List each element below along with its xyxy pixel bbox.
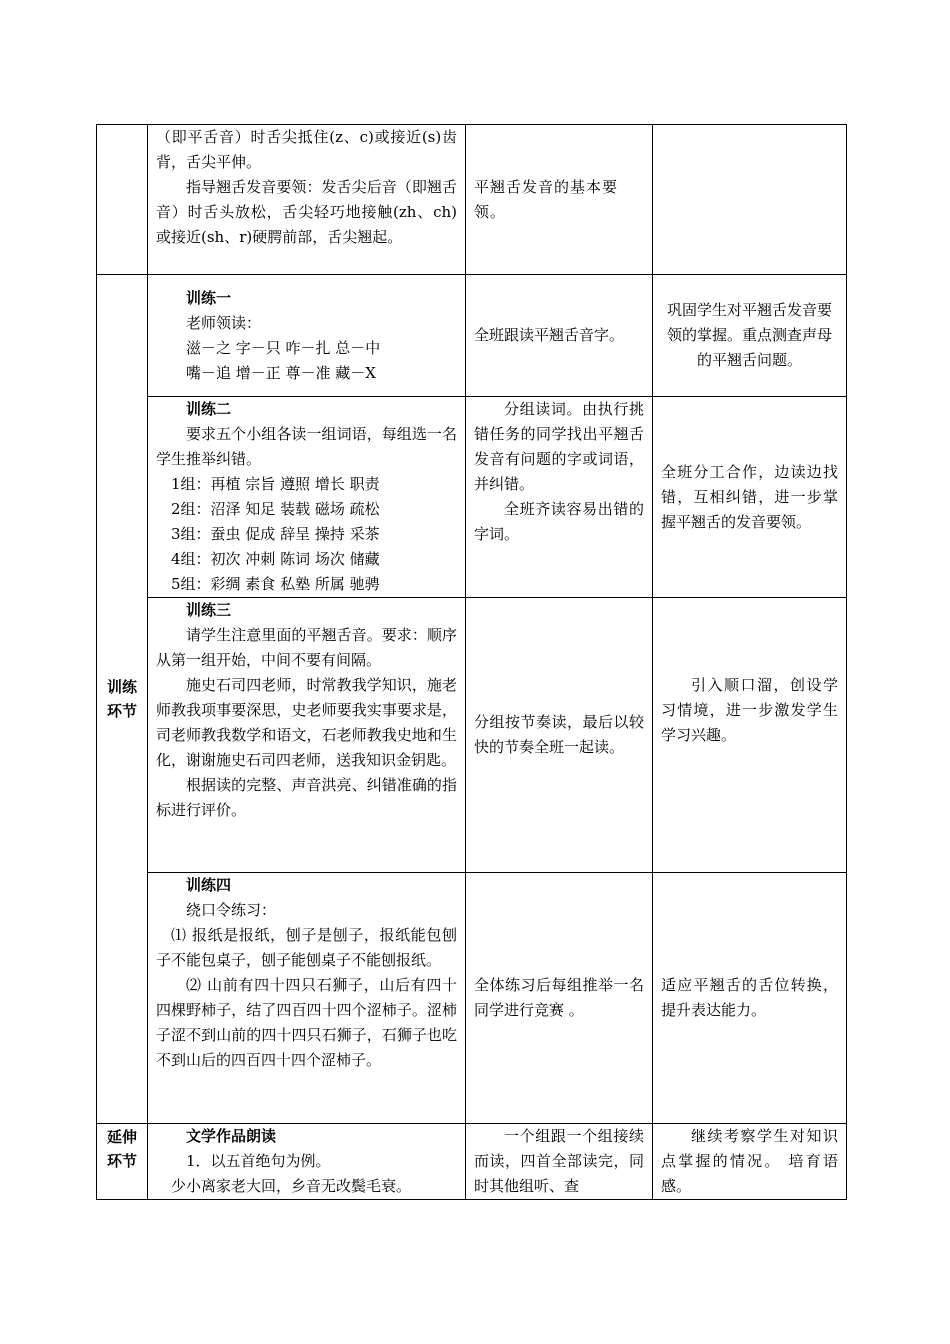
student-activity-cell [466,275,653,397]
content-paragraph: 施史石司四老师，时常教我学知识，施老师教我项事要深思，史老师要我实事要求是，司老师教我数学和语文，石老师教我史地和生化，谢谢施史石司四老师，送我知识金钥匙。 [156,676,457,769]
drill-title: 训练一 [186,288,232,307]
student-activity-cell [466,125,653,275]
design-intent-text: 适应平翘舌的舌位转换，提升表达能力。 [661,976,838,1019]
drill-title: 训练二 [186,400,232,418]
table-row [97,275,847,397]
table-row [97,125,847,275]
content-line: 老师领读： [186,313,262,332]
content-paragraph: 指导翘舌发音要领：发舌尖后音（即翘舌音）时舌头放松，舌尖轻巧地接触(zh、ch)或接近(sh、r)硬腭前部，舌尖翘起。 [156,178,457,246]
design-intent-text: 全班分工合作，边读边找错，互相纠错，进一步掌握平翘舌的发音要领。 [661,462,838,531]
student-activity-text: 平翘舌发音的基本要领。 [474,177,619,221]
content-line: 2组：沼泽 知足 装载 磁场 疏松 [171,500,380,518]
design-intent-cell [653,275,847,397]
table-row [97,1124,847,1200]
content-line: 1．以五首绝句为例。 [186,1152,331,1170]
content-paragraph: ⑴ 报纸是报纸，刨子是刨子，报纸能包刨子不能包桌子，刨子能刨桌子不能刨报纸。 [156,926,457,969]
content-line: 3组：蚕虫 促成 辞呈 操持 采茶 [171,525,380,543]
drill-title: 文学作品朗读 [186,1127,277,1145]
content-paragraph: 根据读的完整、声音洪亮、纠错准确的指标进行评价。 [156,776,457,819]
design-intent-text: 巩固学生对平翘舌发音要领的掌握。重点测查声母的平翘舌问题。 [666,301,832,369]
content-line: 嘴－追 增－正 尊－准 藏－X [186,363,376,382]
content-paragraph: 请学生注意里面的平翘舌音。要求：顺序从第一组开始，中间不要有间隔。 [156,626,457,669]
section-label: 训练 [106,678,137,696]
design-intent-cell [653,598,847,873]
student-activity-text: 全班跟读平翘舌音字。 [474,326,625,344]
content-line: 4组：初次 冲刺 陈词 场次 储藏 [171,550,380,568]
content-line: 滋－之 字－只 咋－扎 总－中 [186,338,381,357]
drill-title: 训练三 [186,601,232,619]
content-paragraph: ⑵ 山前有四十四只石狮子，山后有四十四棵野柿子，结了四百四十四个涩柿子。涩柿子涩不到山前的四十四只石狮子，石狮子也吃不到山后的四百四十四个涩柿子。 [156,976,457,1069]
student-activity-text: 分组按节奏读，最后以较快的节奏全班一起读。 [474,713,644,756]
content-line: 1组：再植 宗旨 遵照 增长 职责 [171,475,380,493]
content-cell [148,1124,466,1200]
design-intent-cell [653,1124,847,1200]
lesson-plan-table [96,124,847,1200]
content-paragraph: （即平舌音）时舌尖抵住(z、c)或接近(s)齿背，舌尖平伸。 [156,128,457,171]
design-intent-cell [653,125,847,275]
student-activity-text: 全班齐读容易出错的字词。 [474,500,644,543]
table-row [97,397,847,598]
student-activity-text: 全体练习后每组推举一名同学进行竞赛 。 [474,976,644,1019]
section-label: 延伸 [106,1128,137,1146]
content-cell [148,397,466,598]
student-activity-cell [466,873,653,1124]
table-row [97,598,847,873]
content-paragraph: 要求五个小组各读一组词语，每组选一名学生推举纠错。 [156,425,457,468]
content-cell [148,275,466,397]
content-line: 5组：彩绸 素食 私塾 所属 驰骋 [171,575,380,593]
content-paragraph: 绕口令练习： [186,901,277,919]
content-cell [148,873,466,1124]
section-label-cell [97,125,148,275]
design-intent-cell [653,397,847,598]
content-line: 少小离家老大回，乡音无改鬓毛衰。 [171,1177,412,1195]
table-row [97,873,847,1124]
student-activity-cell [466,598,653,873]
student-activity-cell [466,397,653,598]
section-label: 环节 [106,702,137,720]
design-intent-text: 继续考察学生对知识点掌握的情况。 培育语感。 [661,1127,838,1195]
design-intent-cell [653,873,847,1124]
design-intent-text: 引入顺口溜，创设学习情境，进一步激发学生学习兴趣。 [661,676,838,744]
section-label-cell [97,1124,148,1200]
section-label: 环节 [106,1152,137,1170]
section-label-cell [97,275,148,1124]
student-activity-cell [466,1124,653,1200]
student-activity-text: 分组读词。由执行挑错任务的同学找出平翘舌发音有问题的字或词语，并纠错。 [474,400,644,493]
student-activity-text: 一个组跟一个组接续而读，四首全部读完，同时其他组听、查 [474,1127,644,1195]
content-cell [148,598,466,873]
drill-title: 训练四 [186,876,232,894]
content-cell [148,125,466,275]
